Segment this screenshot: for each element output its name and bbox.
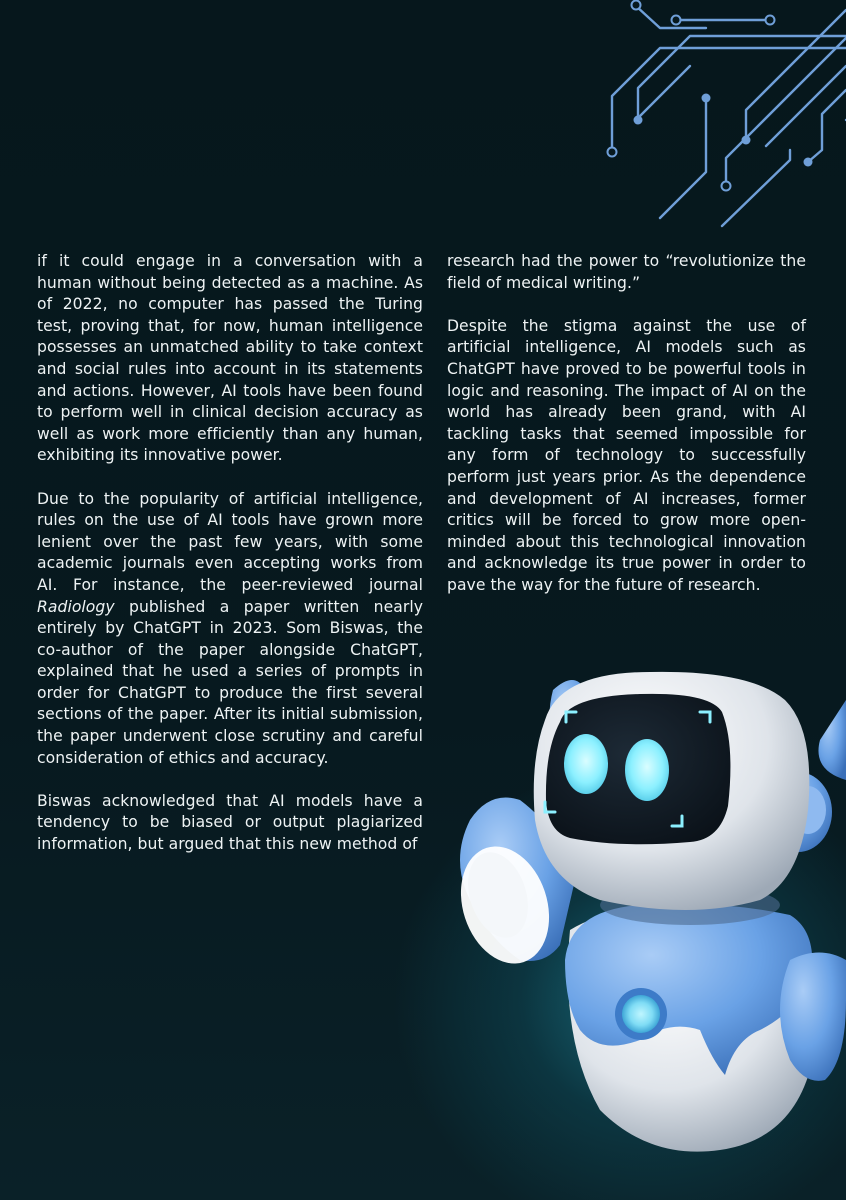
left-paragraph-2-start: Due to the popularity of artificial intelligence, rules on the use of AI tools have grown more lenient over the past few years, with some academic journals even accepting works from AI. For instance, the peer-reviewed journal (37, 489, 423, 594)
robot-mascot-icon (420, 650, 846, 1200)
left-paragraph-2 (37, 489, 423, 770)
article-left-column (37, 251, 423, 856)
left-paragraph-1: if it could engage in a conversation with a human without being detected as a machine. As of 2022, no computer has passed the Turing test, proving that, for now, human intelligence possesses an unmatched ability to take context and social rules into account in its statements and actions. However, AI tools have been found to perform well in clinical decision accuracy as well as work more efficiently than any human, exhibiting its innovative power. (37, 252, 423, 465)
right-paragraph-1: research had the power to “revolutionize the field of medical writing.” (447, 252, 806, 292)
left-paragraph-2-end: published a paper written nearly entirely by ChatGPT in 2023. Som Biswas, the co-author of the paper alongside ChatGPT, explained that he used a series of prompts in order for ChatGPT to produce the first several sections of the paper. After its initial submission, the paper underwent close scrutiny and careful consideration of ethics and accuracy. (37, 597, 423, 767)
circuit-lines-icon (600, 0, 846, 235)
left-paragraph-3: Biswas acknowledged that AI models have a tendency to be biased or output plagiarized information, but argued that this new method of (37, 791, 423, 854)
right-paragraph-2: Despite the stigma against the use of artificial intelligence, AI models such as ChatGPT have proved to be powerful tools in logic and reasoning. The impact of AI on the world has already been grand, with AI tackling tasks that seemed impossible for any form of technology to successfully perform just years prior. As the dependence and development of AI increases, former critics will be forced to grow more open-minded about this technological innovation and acknowledge its true power in order to pave the way for the future of research. (447, 316, 806, 594)
journal-name: Radiology (37, 597, 115, 616)
article-right-column (447, 251, 806, 597)
